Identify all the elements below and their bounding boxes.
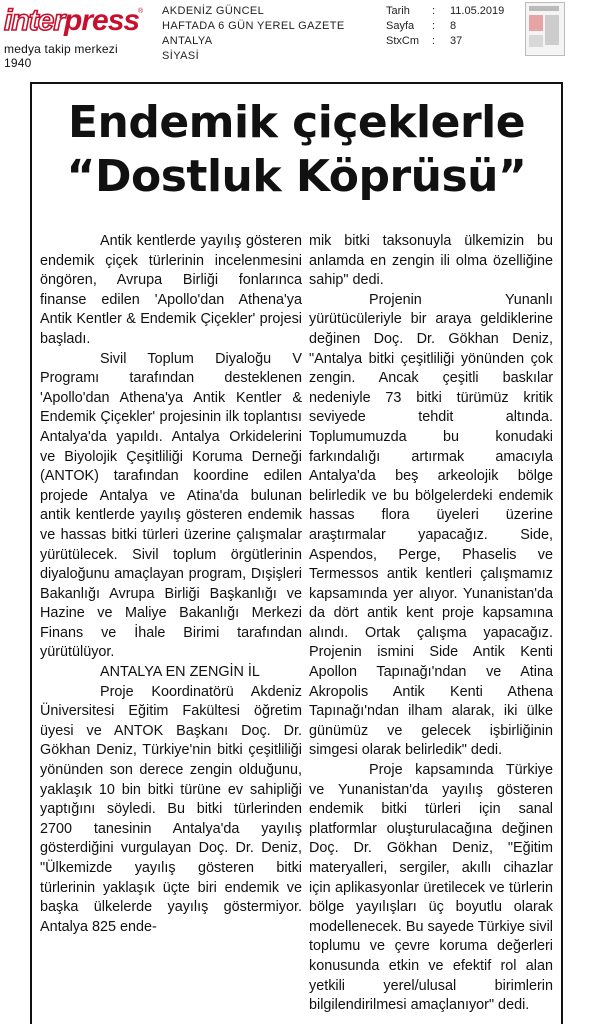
publication-frequency: HAFTADA 6 GÜN YEREL GAZETE (162, 20, 345, 32)
paragraph: mik bitki taksonuyla ülkemizin bu anlamda en zengin ili olma özelliğine sahip" dedi. (309, 233, 553, 289)
interpress-logo (4, 6, 146, 70)
publication-info (162, 4, 345, 64)
detail-key: Tarih (386, 5, 410, 17)
subheading: ANTALYA EN ZENGİN İL (100, 664, 260, 681)
detail-colon: : (432, 5, 436, 17)
detail-colon: : (432, 20, 436, 32)
publication-name: AKDENİZ GÜNCEL (162, 5, 265, 17)
detail-colon: : (432, 35, 436, 47)
detail-value: 11.05.2019 (450, 5, 505, 17)
detail-row-page (386, 19, 520, 34)
paragraph: Projenin Yunanlı yürütücüleriyle bir araya geldiklerine değinen Doç. Dr. Gökhan Deniz, "Antalya bitki çeşitliliği yönünden çok zengin. Ancak çeşitli baskılar nedeniyle 73 bitki türümüz kritik seviyede tehdit altında. Toplumumuzda bu konudaki farkındalığı artırmak amacıyla Antalya'da beş arkeolojik bölge belirledik ve bu bölgelerdeki endemik hassas flora üyeleri üzerine araştırmalar yapacağız. Side, Aspendos, Perge, Phaselis ve Termessos antik kentleri çalışmamız kapsamında yer alıyor. Yunanistan'da da dört antik kent proje kapsamına alındı. Ortak çalışma yapacağız. Projenin ismini Side Antik Kenti Apollon Tapınağı'ndan ve Atina Akropolis Antik Kenti Athena Tapınağı'ndan ilham alarak, iki ülke günümüz ve gelecek işbirliğinin simgesi olarak belirledik" dedi. (309, 291, 553, 759)
page-thumbnail (525, 2, 565, 56)
detail-value: 37 (450, 35, 463, 47)
article-column-left (40, 232, 302, 937)
clipping-details (386, 4, 520, 49)
paragraph: Proje kapsamında Türkiye ve Yunanistan'da yayılış gösteren endemik bitki türleri için sanal platformlar oluşturulacağına değinen Doç. Dr. Gökhan Deniz, "Eğitim materyalleri, sergiler, akıllı cihazlar için aplikasyonlar üretilecek ve türlerin bölge yayılışları üç boyutlu olarak modellenecek. Bu sayede Türkiye sivil toplumu ve çevre koruma değerleri konusunda etkin ve efektif rol alan yetkili yerel/ulusal birimlerin bilgilendirilmesi amaçlanıyor" dedi. (309, 762, 553, 1014)
article-column-right (309, 232, 553, 1016)
logo-wordmark: interpress (4, 4, 140, 37)
registered-mark-icon: ® (138, 8, 144, 15)
paragraph: Antik kentlerde yayılış gösteren endemik çiçek türlerinin incelenmesini öngören, Avrupa Birliği fonlarınca finanse edilen 'Apollo'dan Athena'ya Antik Kentler & Endemik Çiçekler' projesi başladı. (40, 233, 302, 347)
logo-subtitle: medya takip merkezi 1940 (4, 42, 118, 70)
paragraph: Proje Koordinatörü Akdeniz Üniversitesi Eğitim Fakültesi öğretim üyesi ve ANTOK Başkanı Doç. Dr. Gökhan Deniz, Türkiye'nin bitki çeşitliliği yönünden son derece zengin olduğunu, yaklaşık 10 bin bitki türüne ev sahipliği yaptığını söyledi. Bu bitki türlerinden 2700 tanesinin Antalya'da yayılış gösterdiğini vurgulayan Doç. Dr. Deniz, "Ülkemizde yayılış gösteren bitki türlerinin yaklaşık üçte biri endemik ve başka ülkelerde yayılış göstermiyor. Antalya 825 ende- (40, 683, 302, 935)
article-headline (32, 96, 561, 204)
detail-row-date (386, 4, 520, 19)
detail-key: Sayfa (386, 20, 415, 32)
publication-category: SİYASİ (162, 50, 200, 62)
detail-value: 8 (450, 20, 457, 32)
headline-line-2: “Dostluk Köprüsü” (66, 151, 527, 202)
detail-row-stxcm (386, 34, 520, 49)
paragraph: Sivil Toplum Diyaloğu V Programı tarafından desteklenen 'Apollo'dan Athena'ya Antik Kentler & Endemik Çiçekler' projesinin ilk toplantısı Antalya'da yapıldı. Antalya Orkidelerini ve Biyolojik Çeşitliliği Koruma Derneği (ANTOK) tarafından koordine edilen projede Antalya ve Atina'da bulunan antik kentlerde yayılış gösteren endemik ve hassas bitki türleri üzerine çalışmalar yürütülecek. Sivil toplum örgütlerinin diyaloğunu amaçlayan program, Dışişleri Bakanlığı Avrupa Birliği Başkanlığı ve Hazine ve Maliye Bakanlığı Merkezi Finans ve İhale Birimi tarafından yürütülüyor. (40, 350, 302, 661)
headline-line-1: Endemik çiçeklerle (67, 97, 526, 148)
clipping-header (0, 0, 590, 72)
publication-city: ANTALYA (162, 35, 213, 47)
detail-key: StxCm (386, 35, 419, 47)
